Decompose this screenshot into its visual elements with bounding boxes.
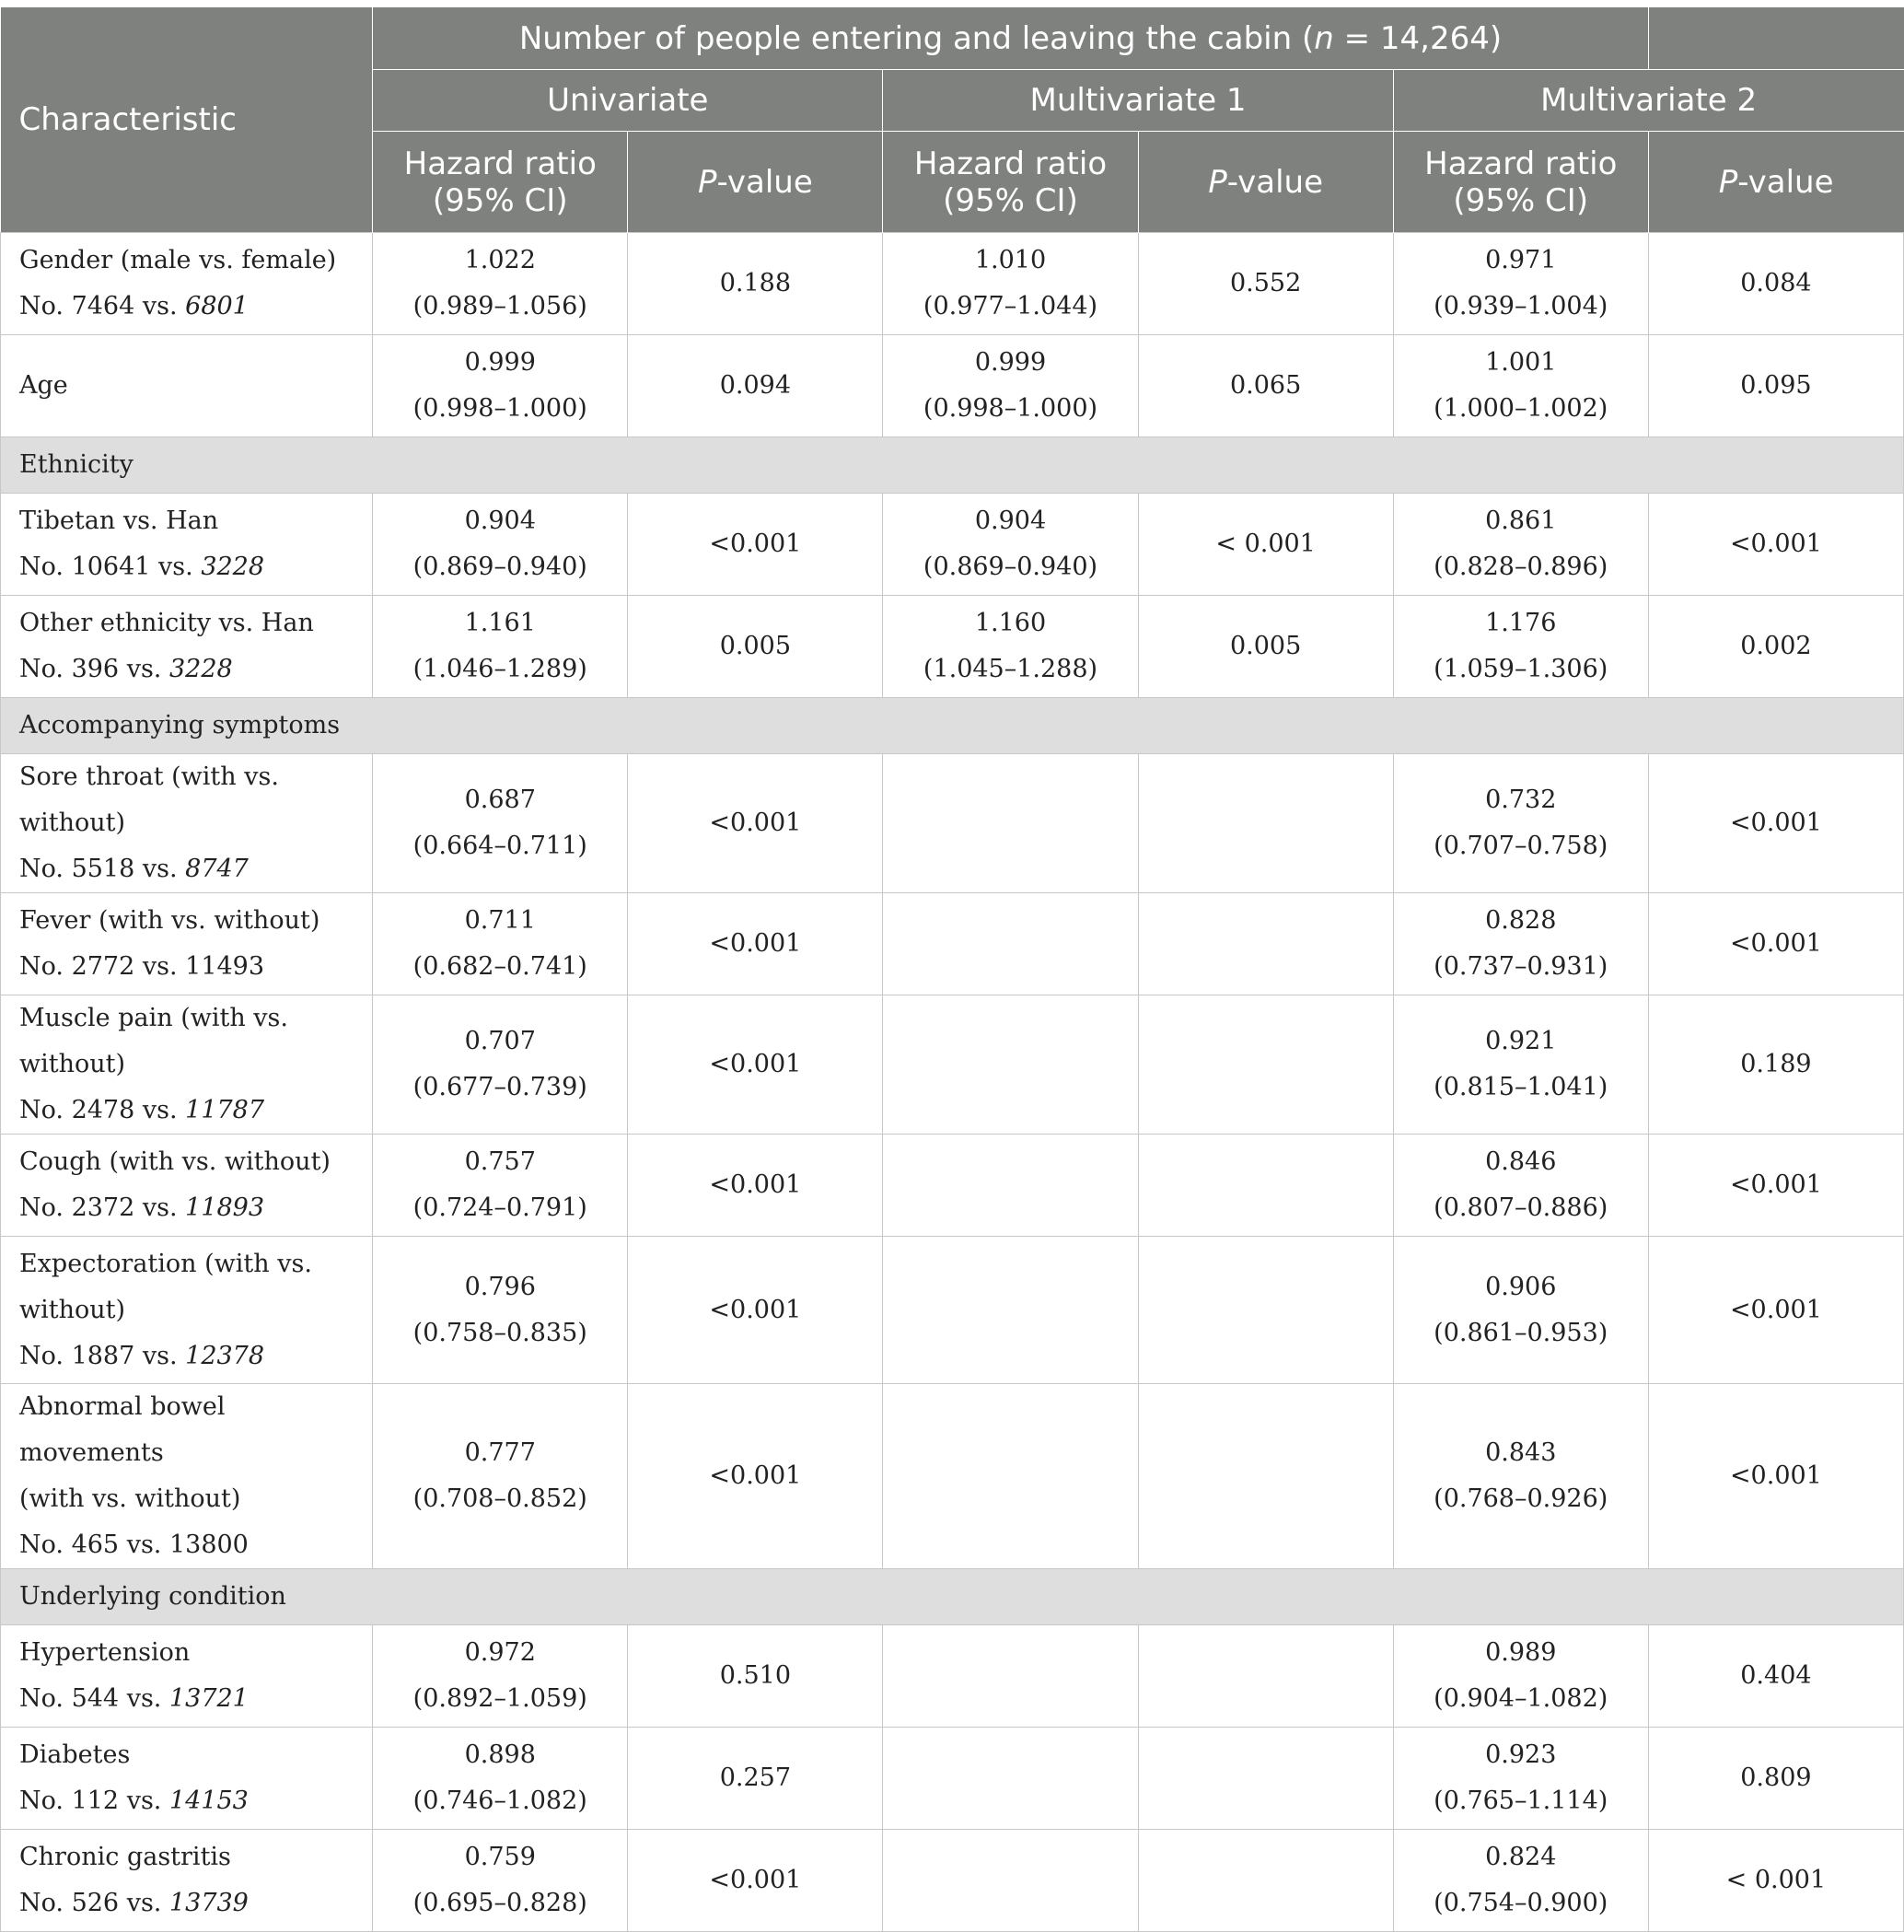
p-value-cell-univariate: 0.188 [628,233,883,335]
table-row [1,596,1904,698]
hazard-ratio-cell-univariate [373,1728,628,1830]
hazard-ratio-cell-univariate [373,596,628,698]
hazard-ratio-value: 0.757 [464,1147,536,1176]
subheader-hazard-ratio: Hazard ratio (95% CI) [1393,132,1648,233]
p-value-cell-univariate: <0.001 [628,893,883,995]
hazard-ratio-value: 0.707 [464,1027,536,1055]
characteristic-label: Sore throat (with vs. without) [19,762,279,837]
hazard-ratio-value: 0.898 [464,1740,536,1769]
characteristic-label: Cough (with vs. without) [19,1147,331,1176]
sample-count: No. 10641 vs. 3228 [19,553,265,581]
characteristic-label: Abnormal bowel movements [19,1392,226,1467]
hazard-ratio-cell-multivariate-1 [883,494,1138,596]
hazard-ratio-cell-multivariate-2 [1393,893,1648,995]
p-value-cell-multivariate-2: <0.001 [1648,1384,1903,1569]
characteristic-label-cont: (with vs. without) [19,1484,241,1513]
p-value-cell-univariate: <0.001 [628,995,883,1135]
hazard-ratio-cell-multivariate-1 [883,995,1138,1135]
hazard-ratio-cell-multivariate-2 [1393,494,1648,596]
hazard-ratio-value: 0.732 [1485,786,1557,814]
confidence-interval: (0.977–1.044) [923,292,1098,320]
hazard-ratio-cell-multivariate-2 [1393,1384,1648,1569]
p-value-cell-univariate: 0.257 [628,1728,883,1830]
sample-count: No. 7464 vs. 6801 [19,292,249,320]
hazard-ratio-cell-univariate [373,754,628,893]
characteristic-cell [1,995,373,1135]
confidence-interval: (1.045–1.288) [923,655,1098,683]
confidence-interval: (0.754–0.900) [1434,1889,1608,1917]
hazard-ratio-value: 1.022 [464,246,536,274]
hazard-ratio-cell-multivariate-1 [883,754,1138,893]
characteristic-cell [1,596,373,698]
p-value-cell-multivariate-2: 0.404 [1648,1625,1903,1728]
subheader-p-value: P-value [1648,132,1903,233]
sample-count: No. 544 vs. 13721 [19,1684,249,1713]
p-value-cell-multivariate-1 [1138,1384,1393,1569]
p-value-cell-multivariate-1 [1138,754,1393,893]
hazard-ratio-value: 0.796 [464,1272,536,1301]
hazard-ratio-value: 0.861 [1485,506,1557,535]
p-value-cell-multivariate-2: 0.002 [1648,596,1903,698]
p-value-cell-multivariate-1 [1138,893,1393,995]
hazard-ratio-value: 0.989 [1485,1638,1557,1667]
confidence-interval: (0.904–1.082) [1434,1684,1608,1713]
confidence-interval: (1.046–1.289) [412,655,587,683]
sample-count: No. 465 vs. 13800 [19,1530,249,1559]
hazard-ratio-value: 0.828 [1485,906,1557,935]
subheader-hazard-ratio: Hazard ratio (95% CI) [373,132,628,233]
hazard-ratio-value: 0.972 [464,1638,536,1667]
characteristic-label: Gender (male vs. female) [19,246,337,274]
hazard-ratio-cell-multivariate-1 [883,1728,1138,1830]
hazard-ratio-cell-multivariate-2 [1393,1625,1648,1728]
p-value-cell-multivariate-1: 0.552 [1138,233,1393,335]
hazard-ratio-cell-univariate [373,1625,628,1728]
confidence-interval: (0.939–1.004) [1434,292,1608,320]
p-value-cell-multivariate-1: 0.065 [1138,335,1393,437]
table-row [1,754,1904,893]
confidence-interval: (0.664–0.711) [412,832,587,860]
characteristic-cell [1,233,373,335]
hazard-ratio-cell-multivariate-1 [883,1830,1138,1932]
characteristic-cell [1,1830,373,1932]
hazard-ratio-cell-univariate [373,1237,628,1384]
table-row [1,1384,1904,1569]
hazard-ratio-value: 0.777 [464,1438,536,1467]
hazard-ratio-cell-univariate [373,893,628,995]
hazard-ratio-cell-multivariate-1 [883,596,1138,698]
hazard-ratio-cell-multivariate-1 [883,233,1138,335]
group-header-multivariate-1: Multivariate 1 [883,70,1393,132]
hazard-ratio-cell-multivariate-2 [1393,233,1648,335]
section-label: Accompanying symptoms [1,698,1904,754]
sample-count: No. 396 vs. 3228 [19,655,233,683]
characteristic-label: Muscle pain (with vs. without) [19,1004,288,1078]
p-value-cell-univariate: 0.094 [628,335,883,437]
p-value-cell-univariate: <0.001 [628,494,883,596]
hazard-ratio-cell-multivariate-1 [883,335,1138,437]
confidence-interval: (0.861–0.953) [1434,1318,1608,1347]
subheader-p-value: P-value [1138,132,1393,233]
confidence-interval: (0.682–0.741) [412,952,587,981]
table-row [1,1830,1904,1932]
characteristic-label: Hypertension [19,1638,191,1667]
table-body [1,233,1904,1932]
confidence-interval: (0.869–0.940) [923,553,1098,581]
confidence-interval: (0.768–0.926) [1434,1484,1608,1513]
p-value-cell-univariate: <0.001 [628,754,883,893]
p-value-cell-multivariate-1 [1138,1625,1393,1728]
hazard-ratio-value: 1.161 [464,609,536,637]
hazard-ratio-cell-multivariate-2 [1393,1728,1648,1830]
hazard-ratio-value: 0.687 [464,786,536,814]
characteristic-label: Chronic gastritis [19,1843,231,1871]
p-value-cell-multivariate-1 [1138,1728,1393,1830]
confidence-interval: (0.708–0.852) [412,1484,587,1513]
p-value-cell-univariate: <0.001 [628,1135,883,1237]
p-value-cell-multivariate-1 [1138,1135,1393,1237]
p-value-cell-univariate: 0.510 [628,1625,883,1728]
hazard-ratio-cell-multivariate-2 [1393,995,1648,1135]
hazard-ratio-cell-multivariate-2 [1393,1135,1648,1237]
section-row [1,437,1904,494]
confidence-interval: (0.677–0.739) [412,1073,587,1101]
characteristic-cell [1,1625,373,1728]
characteristic-header: Characteristic [1,7,373,233]
p-value-cell-multivariate-1: < 0.001 [1138,494,1393,596]
hazard-ratio-value: 0.904 [464,506,536,535]
section-label: Underlying condition [1,1569,1904,1625]
hazard-ratio-cell-univariate [373,494,628,596]
hazard-ratio-cell-univariate [373,335,628,437]
hazard-ratio-value: 0.824 [1485,1843,1557,1871]
confidence-interval: (0.765–1.114) [1434,1787,1608,1815]
sample-count: No. 2372 vs. 11893 [19,1193,265,1222]
sample-count: No. 5518 vs. 8747 [19,855,249,883]
sample-count: No. 112 vs. 14153 [19,1787,249,1815]
hazard-ratio-cell-multivariate-1 [883,1237,1138,1384]
characteristic-cell [1,893,373,995]
hazard-ratio-cell-univariate [373,233,628,335]
sample-count: No. 2478 vs. 11787 [19,1096,265,1124]
characteristic-label: Tibetan vs. Han [19,506,219,535]
hazard-ratio-cell-univariate [373,995,628,1135]
table-row [1,995,1904,1135]
table-row [1,1237,1904,1384]
hazard-ratio-cell-multivariate-1 [883,1625,1138,1728]
hazard-ratio-cell-multivariate-2 [1393,335,1648,437]
characteristic-cell [1,1237,373,1384]
hazard-ratio-value: 1.160 [974,609,1047,637]
confidence-interval: (0.695–0.828) [412,1889,587,1917]
subheader-p-value: P-value [628,132,883,233]
p-value-cell-multivariate-1 [1138,1830,1393,1932]
table-header [1,7,1904,233]
hazard-ratio-value: 0.846 [1485,1147,1557,1176]
p-value-cell-multivariate-2: <0.001 [1648,1237,1903,1384]
hazard-ratio-value: 0.904 [974,506,1047,535]
p-value-cell-multivariate-1: 0.005 [1138,596,1393,698]
title-blank-cell [1648,7,1903,70]
confidence-interval: (1.059–1.306) [1434,655,1608,683]
p-value-cell-multivariate-2: 0.809 [1648,1728,1903,1830]
hazard-ratio-cell-univariate [373,1830,628,1932]
hazard-ratio-cell-multivariate-2 [1393,1830,1648,1932]
hazard-ratio-value: 1.176 [1485,609,1557,637]
table-row [1,893,1904,995]
p-value-cell-multivariate-2: 0.084 [1648,233,1903,335]
confidence-interval: (1.000–1.002) [1434,394,1608,423]
hazard-ratio-value: 0.999 [974,348,1047,377]
table-row [1,1135,1904,1237]
section-row [1,1569,1904,1625]
p-value-cell-multivariate-1 [1138,1237,1393,1384]
table-row [1,1728,1904,1830]
p-value-cell-multivariate-2: 0.095 [1648,335,1903,437]
hazard-ratio-cell-multivariate-1 [883,1384,1138,1569]
section-row [1,698,1904,754]
characteristic-label: Diabetes [19,1740,131,1769]
p-value-cell-multivariate-2: < 0.001 [1648,1830,1903,1932]
confidence-interval: (0.737–0.931) [1434,952,1608,981]
confidence-interval: (0.724–0.791) [412,1193,587,1222]
hazard-ratio-value: 0.971 [1485,246,1557,274]
p-value-cell-univariate: <0.001 [628,1384,883,1569]
characteristic-label: Fever (with vs. without) [19,906,320,935]
characteristic-label: Expectoration (with vs. [19,1249,312,1278]
group-header-univariate: Univariate [373,70,883,132]
confidence-interval: (0.758–0.835) [412,1318,587,1347]
characteristic-label: Age [19,371,68,400]
section-label: Ethnicity [1,437,1904,494]
characteristic-label: Other ethnicity vs. Han [19,609,314,637]
hazard-ratio-cell-multivariate-2 [1393,754,1648,893]
hazard-ratio-cell-univariate [373,1384,628,1569]
p-value-cell-multivariate-1 [1138,995,1393,1135]
hazard-ratio-value: 0.843 [1485,1438,1557,1467]
hazard-ratio-value: 1.010 [974,246,1047,274]
hazard-ratio-value: 0.921 [1485,1027,1557,1055]
p-value-cell-multivariate-2: <0.001 [1648,494,1903,596]
confidence-interval: (0.989–1.056) [412,292,587,320]
hazard-ratio-value: 0.759 [464,1843,536,1871]
p-value-cell-multivariate-2: <0.001 [1648,754,1903,893]
hazard-ratio-value: 0.711 [464,906,536,935]
confidence-interval: (0.998–1.000) [412,394,587,423]
characteristic-cell [1,494,373,596]
sample-count: No. 1887 vs. 12378 [19,1341,265,1370]
table-row [1,335,1904,437]
table-row [1,233,1904,335]
confidence-interval: (0.892–1.059) [412,1684,587,1713]
sample-count: No. 526 vs. 13739 [19,1889,249,1917]
confidence-interval: (0.815–1.041) [1434,1073,1608,1101]
table-row [1,494,1904,596]
table-container [0,7,1904,1932]
hazard-ratio-cell-multivariate-2 [1393,596,1648,698]
hazard-ratio-table [0,7,1904,1932]
hazard-ratio-value: 0.999 [464,348,536,377]
p-value-cell-univariate: 0.005 [628,596,883,698]
characteristic-cell [1,1384,373,1569]
characteristic-cell [1,1728,373,1830]
confidence-interval: (0.746–1.082) [412,1787,587,1815]
confidence-interval: (0.807–0.886) [1434,1193,1608,1222]
p-value-cell-multivariate-2: 0.189 [1648,995,1903,1135]
confidence-interval: (0.869–0.940) [412,553,587,581]
hazard-ratio-value: 1.001 [1485,348,1557,377]
characteristic-cell [1,1135,373,1237]
p-value-cell-univariate: <0.001 [628,1830,883,1932]
subheader-hazard-ratio: Hazard ratio (95% CI) [883,132,1138,233]
confidence-interval: (0.998–1.000) [923,394,1098,423]
p-value-cell-multivariate-2: <0.001 [1648,1135,1903,1237]
group-header-multivariate-2: Multivariate 2 [1393,70,1903,132]
hazard-ratio-cell-multivariate-2 [1393,1237,1648,1384]
hazard-ratio-value: 0.906 [1485,1272,1557,1301]
characteristic-label-cont: without) [19,1295,126,1324]
hazard-ratio-cell-multivariate-1 [883,1135,1138,1237]
sample-count: No. 2772 vs. 11493 [19,952,265,981]
confidence-interval: (0.828–0.896) [1434,553,1608,581]
p-value-cell-univariate: <0.001 [628,1237,883,1384]
p-value-cell-multivariate-2: <0.001 [1648,893,1903,995]
hazard-ratio-value: 0.923 [1485,1740,1557,1769]
table-title: Number of people entering and leaving the cabin (n = 14,264) [373,7,1649,70]
hazard-ratio-cell-univariate [373,1135,628,1237]
characteristic-cell [1,754,373,893]
hazard-ratio-cell-multivariate-1 [883,893,1138,995]
table-row [1,1625,1904,1728]
confidence-interval: (0.707–0.758) [1434,832,1608,860]
characteristic-cell [1,335,373,437]
